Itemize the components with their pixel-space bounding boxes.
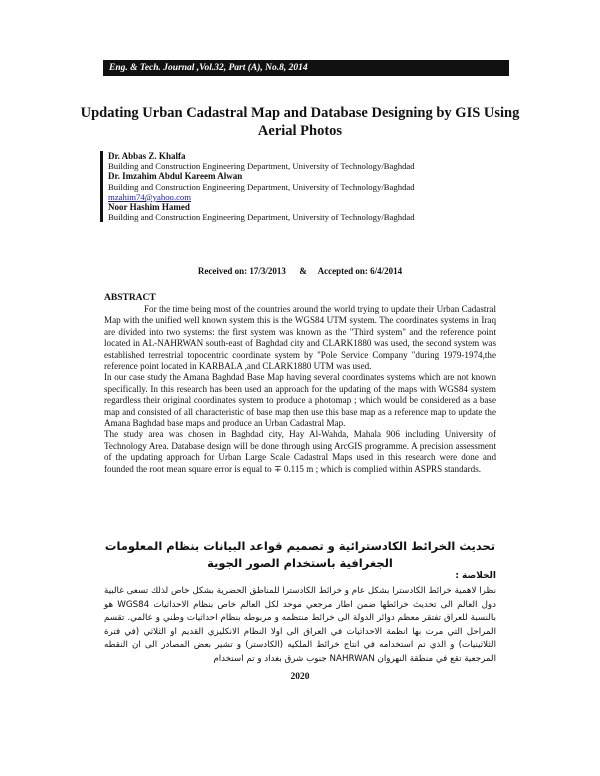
author-affiliation: Building and Construction Engineering Department, University of Technology/Baghdad xyxy=(108,212,415,223)
author-name: Noor Hashim Hamed xyxy=(108,202,190,213)
author-name: Dr. Imzahim Abdul Kareem Alwan xyxy=(108,171,243,182)
author-name: Dr. Abbas Z. Khalfa xyxy=(108,151,186,161)
arabic-title: تحديث الخرائط الكادسترائية و تصميم قواعد البيانات بنظام المعلومات الجغرافية باستخدام الصور الجوية xyxy=(104,539,496,570)
author-1 xyxy=(108,151,520,171)
abstract-paragraph: For the time being most of the countries around the world trying to update their Urban Cadastral Map with the unified well known system this is the WGS84 UTM system. The coordinates systems in Iraq are divided into two systems: the first system was known as the "Third system" and the reference point located in AL-NAHRWAN south-east of Baghdad city and CLARK1880 was used, the second system was established terrestrial topocentric coordinate system by "Pole Service Company "during 1979-1974,the reference point located in KARBALA ,and CLARK1880 UTM was used. xyxy=(104,304,496,372)
abstract-heading: ABSTRACT xyxy=(104,293,156,303)
paper-title: Updating Urban Cadastral Map and Database Designing by GIS Using Aerial Photos xyxy=(80,105,520,139)
arabic-summary-label: الخلاصة : xyxy=(455,571,496,581)
author-list xyxy=(100,151,520,222)
author-affiliation: Building and Construction Engineering Department, University of Technology/Baghdad xyxy=(108,161,415,172)
received-accepted-dates xyxy=(150,266,450,276)
page-number: 2020 xyxy=(290,672,310,682)
arabic-summary-body: نظرا لاهمية خرائط الكادسترا بشكل عام و خرائط الكادسترا للمناطق الحضرية بشكل خاص لذلك تسعى غالبية دول العالم الى تحديث خرائطها ضمن اطار مرجعي موحد لكل العالم خاص بنظام الاحداثيات WGS84 هو بالنسبة للعراق تفتقر معظم دوائر الدولة الى خرائط منتظمه و مربوطه بنظام احداثيات وطني و عالمي. تقسم المراحل التي مرت بها انظمة الاحداثيات في العراق الى اولا النظام الانكليزي القديم او الثلاثي (في فترة الثلاثينيات) و الذي تم استخدامه في انتاج خرائط الملكيه (الكادستر) و تشير بعض المصادر الى ان النقطه المرجعية تقع في منطقة النهروان NAHRWAN جنوب شرق بغداد و تم استخدام xyxy=(104,586,496,664)
abstract-section xyxy=(104,293,496,475)
abstract-paragraph: In our case study the Amana Baghdad Base Map having several coordinates systems which are not known specifically. In this research has been used an approach for the updating of the maps with WGS84 system regardless their original coordinates system to produce a photomap ; which would be considered as a base map and consisted of all characteristic of base map then use this base map as a reference map to update the Amana Baghdad base maps and produce an Urban Cadastral Map. xyxy=(104,372,496,429)
author-email-link[interactable]: mzahim74@yahoo.com xyxy=(108,191,192,202)
journal-header: Eng. & Tech. Journal ,Vol.32, Part (A), No.8, 2014 xyxy=(103,60,509,76)
date-separator: & xyxy=(299,266,307,276)
author-affiliation: Building and Construction Engineering Department, University of Technology/Baghdad xyxy=(108,181,415,192)
author-3 xyxy=(108,202,520,222)
accepted-date: Accepted on: 6/4/2014 xyxy=(317,266,403,276)
received-date: Received on: 17/3/2013 xyxy=(197,266,286,276)
abstract-paragraph: The study area was chosen in Baghdad city, Hay Al-Wahda, Mahala 906 including University of Technology Area. Database design will be done through using ArcGIS programme. A precision assessment of the updating approach for Urban Large Scale Cadastral Maps used in this research were done and founded the root mean square error is equal to ∓ 0.115 m ; which is complied within ASPRS standards. xyxy=(104,429,496,474)
author-2 xyxy=(108,171,520,202)
